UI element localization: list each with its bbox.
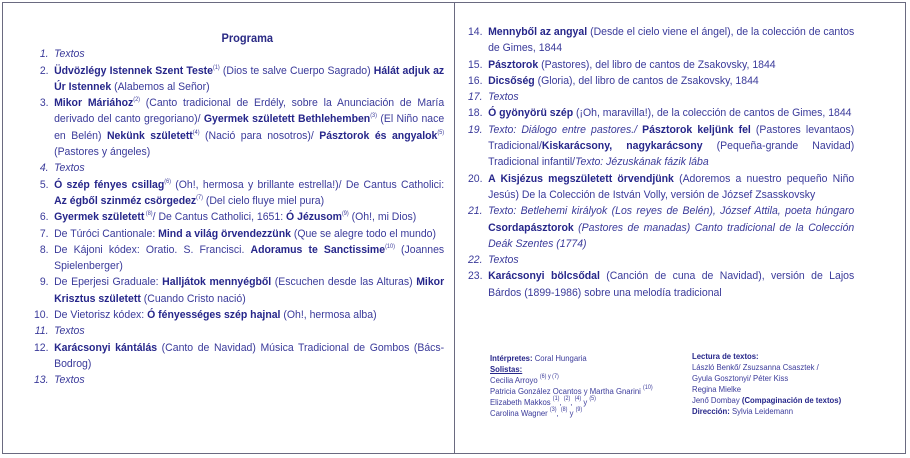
direction-value: Sylvia Leidemann [729, 406, 794, 416]
description-text: (Del cielo fluye miel pura) [202, 194, 325, 207]
footnote-marker: (5) [589, 396, 596, 402]
song-title: Hálát adjuk az Úr Istennek [54, 64, 445, 93]
song-title: A Kisjézus megszületett örvendjünk [488, 172, 674, 185]
program-item [466, 105, 854, 121]
description-text: (Oh!, hermosa alba) [280, 309, 377, 322]
program-item-body [54, 97, 444, 158]
performers-block [490, 353, 697, 419]
program-item-number: 1. [39, 48, 49, 61]
footnote-marker: (3) [549, 407, 557, 413]
description-text: Textos [54, 325, 85, 338]
description-text: (Cuando Cristo nació) [140, 292, 246, 305]
footnote-marker: (2) [133, 97, 140, 104]
footnote-marker: (8) [560, 407, 568, 413]
song-title: Csordapásztorok [488, 221, 574, 234]
soloist-line [490, 408, 697, 419]
footnote-marker: (2) [563, 396, 571, 402]
program-item [466, 89, 854, 105]
readers-list [692, 362, 872, 406]
program-item [32, 307, 444, 323]
program-item-body [488, 254, 518, 266]
program-item [32, 209, 444, 225]
program-item-number: 7. [39, 227, 49, 240]
description-text: (Dios te salve Cuerpo Sagrado) [219, 64, 374, 77]
song-title: Gyermek született [54, 211, 145, 224]
program-item-number: 9. [39, 276, 49, 289]
reading-label-line [692, 351, 872, 362]
description-text: (El Niño nace en Belén) [54, 113, 445, 142]
soloists-list [490, 375, 697, 419]
description-text: Gyula Gosztonyi/ Péter Kiss [692, 373, 789, 383]
footnote-marker: (8) [144, 211, 153, 218]
program-item [466, 57, 854, 73]
program-item-body [54, 276, 444, 304]
description-text: (Adoremos a nuestro pequeño Niño Jesús) De la Colección de István Volly, versión de József Zsasskovsky [488, 172, 855, 201]
program-item-number: 20. [467, 172, 483, 185]
footnote-marker: (1) [552, 396, 560, 402]
description-text: De Kájoni kódex: Oratio. S. Francisci. [54, 243, 251, 256]
description-text: Jenő Dombay [692, 395, 742, 405]
song-title: Karácsonyi bölcsődal [488, 270, 600, 283]
description-text: (Que se alegre todo el mundo) [290, 227, 436, 240]
program-item [466, 268, 854, 301]
footnote-marker: (3) [370, 113, 377, 120]
program-item-body [488, 173, 854, 201]
reader-line [692, 362, 872, 373]
soloist-line [490, 397, 697, 408]
description-text: (Canto de Navidad) Música Tradicional de Gombos (Bács-Bodrog) [54, 341, 445, 370]
program-item-number: 18. [467, 107, 483, 120]
description-text: (Joannes Spielenberger) [54, 243, 445, 273]
program-item [466, 24, 854, 57]
program-item-body [488, 59, 776, 71]
song-title: Üdvözlégy Istennek Szent Teste [54, 64, 213, 77]
footnote-marker: (9) [575, 407, 583, 413]
direction-line [692, 406, 872, 417]
program-item [466, 252, 854, 268]
italic-text: Texto: Betlehemi királyok (Los reyes de Belén), József Attila, poeta húngaro [488, 205, 855, 218]
column-divider [454, 2, 455, 454]
program-item-body [54, 342, 444, 370]
description-text: (Canción de cuna de Navidad), versión de Lajos Bárdos (1899-1986) sobre una melodía tradicional [488, 270, 855, 299]
performers-label: Intérpretes: [490, 353, 533, 363]
program-item-number: 19. [467, 123, 483, 136]
description-text: (Pastores levantaos) Tradicional/ [488, 123, 855, 153]
program-item-number: 8. [39, 243, 49, 256]
reader-line [692, 395, 872, 406]
program-item-number: 6. [39, 211, 49, 224]
italic-text: (Pastores de manadas) Canto tradicional de la Colección Deák Szentes (1774) [488, 221, 855, 250]
program-item-number: 2. [39, 64, 49, 77]
song-title: Ó fényességes szép hajnal [147, 309, 281, 322]
description-text: Patricia González Ocantos y Martha Gnarini [490, 386, 644, 396]
description-text: Regina Mielke [692, 384, 742, 394]
footnote-marker: (10) [643, 385, 653, 391]
reading-label: Lectura de textos: [692, 351, 759, 361]
description-text: Carolina Wagner [490, 408, 550, 418]
song-title: Pásztorok keljünk fel [642, 123, 751, 136]
program-item-body [54, 325, 84, 337]
program-item-body [54, 244, 444, 272]
program-item-body [488, 75, 759, 87]
program-item-body [54, 211, 416, 223]
song-title: Mind a világ örvendezzünk [158, 227, 291, 240]
program-item-body [54, 65, 444, 93]
description-text: (Oh!, hermosa y brillante estrella!)/ De Cantus Catholici: [170, 178, 445, 191]
program-item-body [488, 270, 854, 298]
program-item-number: 23. [467, 270, 483, 283]
description-text: László Benkő/ Zsuzsanna Csasztek / [692, 362, 819, 372]
description-text: Cecilia Arroyo [490, 375, 540, 385]
program-item [32, 46, 444, 62]
program-item-number: 11. [34, 325, 49, 338]
program-item-number: 16. [467, 74, 483, 87]
footnote-marker: (9) [341, 211, 349, 218]
program-item-number: 13. [33, 374, 49, 387]
description-text: (Escuchen desde las Alturas) [271, 276, 417, 289]
song-title: Gyermek született Bethlehemben [203, 113, 371, 126]
reader-line [692, 384, 872, 395]
program-item [466, 73, 854, 89]
description-text: Textos [488, 254, 519, 267]
soloist-line [490, 375, 697, 386]
program-item-body [54, 48, 84, 60]
program-item [32, 274, 444, 307]
program-item-body [54, 228, 436, 240]
program-item-body [488, 26, 854, 54]
program-item-number: 4. [39, 162, 49, 175]
description-text: (Alabemos al Señor) [111, 80, 210, 93]
program-right-column [466, 24, 854, 301]
song-title: Adoramus te Sanctissime [250, 243, 386, 256]
reader-line [692, 373, 872, 384]
song-title: Ó szép fényes csillag [54, 178, 165, 191]
italic-text: Texto: Jézuskának fázik lába [575, 156, 709, 169]
program-item [466, 122, 854, 171]
description-text: Textos [54, 48, 85, 61]
program-item [32, 160, 444, 176]
readers-block [692, 351, 872, 417]
program-item-number: 15. [467, 58, 483, 71]
program-item-number: 12. [33, 341, 49, 354]
song-title: Kiskarácsony, nagykarácsony [541, 140, 703, 153]
description-text: , [556, 408, 561, 418]
soloists-label-line [490, 364, 697, 375]
program-item [32, 323, 444, 339]
soloists-label: Solistas: [490, 364, 523, 374]
direction-label: Dirección: [692, 406, 730, 416]
footnote-marker: (6) [164, 178, 171, 185]
description-text: (Pastores), del libro de cantos de Zsakovsky, 1844 [538, 58, 776, 71]
description-text: y [567, 408, 576, 418]
description-text: Elizabeth Makkos [490, 397, 553, 407]
program-item-number: 21. [467, 205, 483, 218]
song-title: Mikor Krisztus született [54, 276, 445, 305]
program-title: Programa [221, 31, 274, 45]
program-list-right [466, 24, 854, 301]
song-title: Pásztorok [488, 58, 539, 71]
footnote-marker: (6) y (7) [539, 374, 559, 380]
footnote-marker: (10) [385, 243, 395, 250]
description-text: (¡Oh, maravilla!), de la colección de cantos de Gimes, 1844 [573, 107, 852, 120]
description-text: (Nació para nosotros)/ [199, 129, 320, 142]
description-text: y [581, 397, 590, 407]
footnote-marker: (5) [437, 129, 445, 136]
program-item-number: 5. [39, 178, 49, 191]
performers-value: Coral Hungaria [532, 353, 587, 363]
program-list-left [32, 46, 444, 388]
song-title: Halljátok mennyégből [162, 276, 272, 289]
description-text: Textos [54, 374, 85, 387]
program-item [32, 177, 444, 210]
song-title: Dicsőség [488, 74, 535, 87]
footnote-marker: (7) [196, 194, 203, 201]
program-item-body [488, 107, 851, 119]
song-title: Mikor Máriához [54, 97, 134, 110]
footnote-marker: (4) [574, 396, 582, 402]
italic-text: Texto: Diálogo entre pastores./ [488, 123, 643, 136]
description-text: (Oh!, mi Dios) [348, 211, 417, 224]
program-item-body [488, 91, 518, 103]
description-text: (Desde el cielo viene el ángel), de la colección de cantos de Gimes, 1844 [488, 26, 855, 55]
description-text: Textos [488, 91, 519, 104]
program-item-body [488, 124, 854, 169]
performers-line [490, 353, 697, 364]
program-item-body [488, 205, 854, 250]
program-item-number: 14. [467, 26, 483, 38]
song-title: Az égből szinméz csörgedez [54, 194, 197, 207]
program-left-column [32, 30, 444, 389]
description-text: De Eperjesi Graduale: [54, 276, 163, 289]
description-text: De Vietorisz kódex: [54, 309, 148, 322]
description-text: (Canto tradicional de Erdély, sobre la Anunciación de María derivado del canto gregoriano)/ [54, 97, 445, 126]
song-title: Mennyből az angyal [488, 26, 588, 38]
program-item [32, 63, 444, 96]
program-item-number: 22. [467, 254, 483, 267]
description-text: , [559, 397, 564, 407]
program-item-number: 17. [467, 91, 483, 104]
description-text: (Gloria), del libro de cantos de Zsakovsky, 1844 [534, 74, 759, 87]
description-text: (Pequeña-grande Navidad) Tradicional infantil/ [488, 140, 855, 169]
song-title: Karácsonyi kántálás [54, 341, 158, 354]
song-title: Nekünk született [106, 129, 193, 142]
program-item-body [54, 309, 377, 321]
description-text: De Túróci Cantionale: [54, 227, 159, 240]
program-item [32, 226, 444, 242]
song-title: Ó gyönyörü szép [488, 107, 574, 120]
description-text: (Pastores y ángeles) [54, 146, 151, 159]
footnote-marker: (1) [212, 64, 220, 71]
program-item-body [54, 179, 444, 207]
footnote-marker: (4) [192, 129, 200, 136]
program-item-number: 3. [39, 97, 49, 110]
program-item [466, 171, 854, 204]
program-item [32, 340, 444, 373]
program-item-body [54, 162, 84, 174]
description-text: , [570, 397, 575, 407]
program-item [32, 95, 444, 160]
program-item [466, 203, 854, 252]
program-item-number: 10. [33, 309, 49, 322]
song-title: Ó Jézusom [286, 211, 342, 224]
program-item [32, 242, 444, 275]
song-title: (Compaginación de textos) [741, 395, 842, 405]
program-item-body [54, 374, 84, 386]
song-title: Pásztorok és angyalok [319, 129, 438, 142]
description-text: Textos [54, 162, 85, 175]
description-text: / De Cantus Catholici, 1651: [152, 211, 287, 224]
program-item [32, 372, 444, 388]
